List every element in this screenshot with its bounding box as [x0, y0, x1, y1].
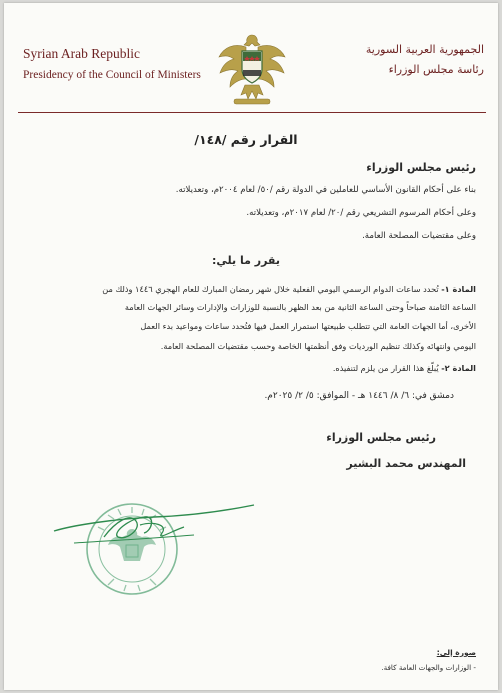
article-1-line: [26, 283, 476, 296]
decision-title: القرار رقم /١٤٨/: [194, 132, 298, 147]
article-1-label: المادة ١-: [441, 284, 476, 294]
preamble-line: وعلى مقتضيات المصلحة العامة.: [362, 231, 476, 241]
article-2-line: [26, 362, 476, 375]
coat-of-arms-emblem: [216, 29, 288, 107]
office-name-en: Presidency of the Council of Ministers: [23, 69, 201, 81]
office-name-ar: رئاسة مجلس الوزراء: [388, 63, 484, 76]
place-and-date: دمشق في: ٦/ ٨/ ١٤٤٦ هـ - الموافق: ٥/ ٢/ ٢٠٢٥م.: [264, 391, 454, 401]
letterhead-english: [23, 45, 213, 83]
article-1-line: الأخرى، أما الجهات العامة التي تتطلب طبيعتها استمرار العمل فيها فتُحدد ساعات ومواعيد بدء العمل: [140, 321, 476, 331]
preamble-line: بناء على أحكام القانون الأساسي للعاملين في الدولة رقم /٥٠/ لعام ٢٠٠٤م، وتعديلاته.: [175, 185, 476, 195]
letterhead-divider: [18, 112, 486, 113]
signatory-title: رئيس مجلس الوزراء: [326, 431, 436, 444]
article-1-line: اليومي وانتهائه وكذلك تنظيم الورديات وفق أنظمتها الخاصة وحسب مقتضيات المصلحة العامة.: [160, 341, 476, 351]
signatory-name: المهندس محمد البشير: [346, 457, 466, 470]
issuer-heading: رئيس مجلس الوزراء: [366, 161, 476, 174]
handwritten-signature: [44, 491, 284, 561]
article-2-text: يُبلّغ هذا القرار من يلزم لتنفيذه.: [332, 363, 439, 373]
copies-recipients: - الوزارات والجهات العامة كافة.: [381, 663, 476, 672]
copies-label: صورة إلى:: [436, 648, 476, 657]
decides-heading: يقرر ما يلي:: [212, 254, 280, 267]
country-name-ar: الجمهورية العربية السورية: [365, 43, 484, 56]
document-page: [4, 3, 498, 690]
letterhead-arabic: [334, 41, 484, 78]
article-2-label: المادة ٢-: [441, 363, 476, 373]
article-1-text: تُحدد ساعات الدوام الرسمي اليومي الفعلية خلال شهر رمضان المبارك للعام الهجري ١٤٤٦ وذلك من: [102, 284, 439, 294]
article-1-line: الساعة الثامنة صباحاً وحتى الساعة الثانية من بعد الظهر بالنسبة للوزارات والإدارات وسائر الجهات العامة: [124, 302, 476, 312]
preamble-line: وعلى أحكام المرسوم التشريعي رقم /٢٠/ لعام ٢٠١٧م، وتعديلاته.: [246, 208, 476, 218]
country-name-en: Syrian Arab Republic: [23, 46, 140, 61]
